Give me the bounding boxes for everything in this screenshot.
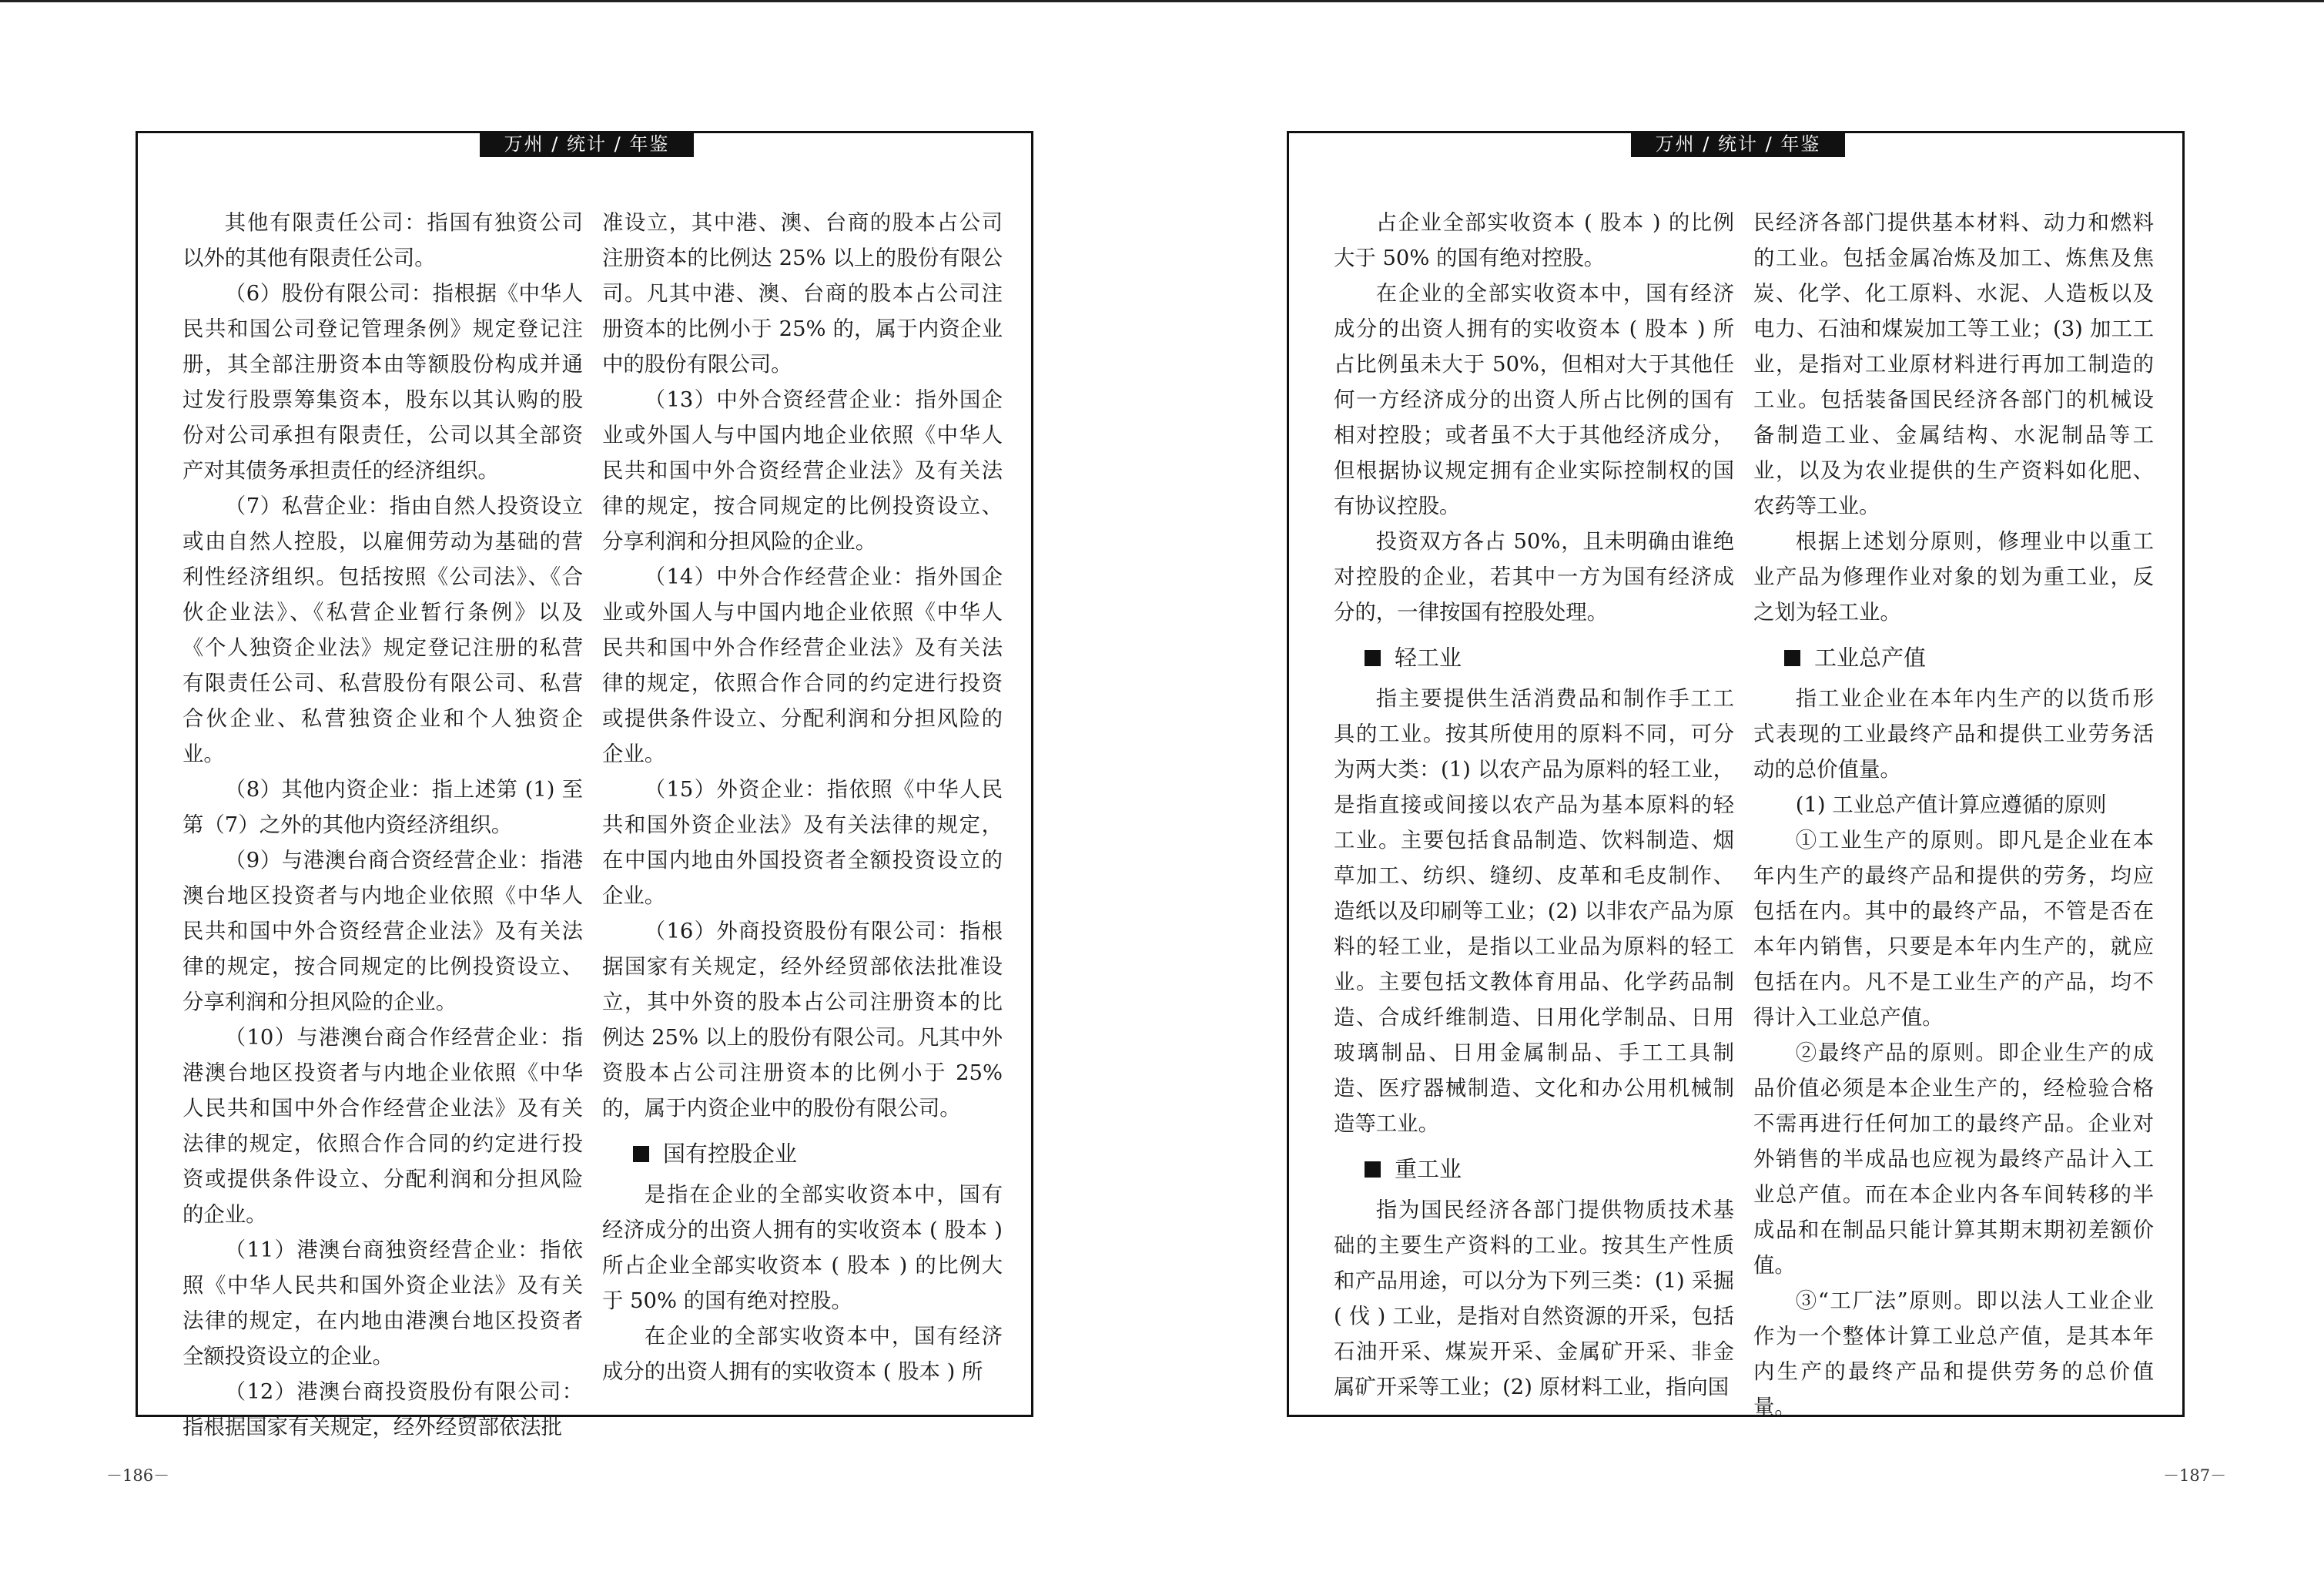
paragraph: 投资双方各占 50%，且未明确由谁绝对控股的企业，若其中一方为国有经济成分的，一律按国有控股处理。: [1334, 530, 1734, 625]
running-header: 万州 / 统计 / 年鉴: [1631, 131, 1845, 157]
paragraph: 民经济各部门提供基本材料、动力和燃料的工业。包括金属冶炼及加工、炼焦及焦炭、化学、化工原料、水泥、人造板以及电力、石油和煤炭加工等工业；(3) 加工工业，是指对工业原材料进行再加工制造的工业。包括装备国民经济各部门的机械设备制造工业、金属结构、水泥制品等工业，以及为农业提供的生产资料如化肥、农药等工业。: [1753, 211, 2154, 518]
paragraph: (1) 工业总产值计算应遵循的原则: [1795, 793, 2107, 817]
section-heading: [602, 1134, 1003, 1173]
running-header: 万州 / 统计 / 年鉴: [480, 131, 694, 157]
section-heading: [1334, 1150, 1734, 1188]
left-page-frame: [136, 131, 1033, 1439]
paragraph: （7）私营企业：指由自然人投资设立或由自然人控股，以雇佣劳动为基础的营利性经济组织。包括按照《公司法》、《合伙企业法》、《私营企业暂行条例》以及《个人独资企业法》规定登记注册的私营有限责任公司、私营股份有限公司、私营合伙企业、私营独资企业和个人独资企业。: [183, 494, 583, 766]
section-heading-text: 重工业: [1395, 1156, 1462, 1182]
paragraph: （10）与港澳台商合作经营企业：指港澳台地区投资者与内地企业依照《中华人民共和国中外合作经营企业法》及有关法律的规定，依照合作合同的约定进行投资或提供条件设立、分配利润和分担风险的企业。: [183, 1026, 583, 1227]
right-page: [1162, 0, 2324, 1588]
paragraph: （15）外资企业：指依照《中华人民共和国外资企业法》及有关法律的规定，在中国内地由外国投资者全额投资设立的企业。: [602, 778, 1003, 908]
section-heading-text: 工业总产值: [1814, 645, 1927, 671]
paragraph: 是指在企业的全部实收资本中，国有经济成分的出资人拥有的实收资本 ( 股本 ) 所占企业全部实收资本 ( 股本 ) 的比例大于 50% 的国有绝对控股。: [602, 1183, 1003, 1313]
paragraph: （6）股份有限公司：指根据《中华人民共和国公司登记管理条例》规定登记注册，其全部注册资本由等额股份构成并通过发行股票筹集资本，股东以其认购的股份对公司承担有限责任，公司以其全部资产对其债务承担责任的经济组织。: [183, 282, 583, 483]
paragraph: （16）外商投资股份有限公司：指根据国家有关规定，经外经贸部依法批准设立，其中外资的股本占公司注册资本的比例达 25% 以上的股份有限公司。凡其中外资股本占公司注册资本的比例小于 25%的，属于内资企业中的股份有限公司。: [602, 920, 1003, 1121]
paragraph: 指主要提供生活消费品和制作手工工具的工业。按其所使用的原料不同，可分为两大类：(1) 以农产品为原料的轻工业，是指直接或间接以农产品为基本原料的轻工业。主要包括食品制造、饮料制造、烟草加工、纺织、缝纫、皮革和毛皮制作、造纸以及印刷等工业；(2) 以非农产品为原料的轻工业，是指以工业品为原料的轻工业。主要包括文教体育用品、化学药品制造、合成纤维制造、日用化学制品、日用玻璃制品、日用金属制品、手工工具制造、医疗器械制造、文化和办公用机械制造等工业。: [1334, 687, 1734, 1136]
right-page-frame: [1287, 131, 2185, 1417]
section-heading: [1753, 638, 2154, 677]
square-bullet-icon: [1365, 650, 1381, 666]
paragraph: 指工业企业在本年内生产的以货币形式表现的工业最终产品和提供工业劳务活动的总价值量。: [1753, 687, 2154, 782]
page-number: －187－: [2163, 1466, 2227, 1485]
paragraph: （8）其他内资企业：指上述第 (1) 至第（7）之外的其他内资经济组织。: [183, 778, 583, 837]
right-column-2: [1753, 206, 2154, 1426]
paragraph: 在企业的全部实收资本中，国有经济成分的出资人拥有的实收资本 ( 股本 ) 所占比例虽未大于 50%，但相对大于其他任何一方经济成分的出资人所占比例的国有相对控股；或者虽不大于其他经济成分，但根据协议规定拥有企业实际控制权的国有协议控股。: [1334, 282, 1734, 518]
paragraph: 在企业的全部实收资本中，国有经济成分的出资人拥有的实收资本 ( 股本 ) 所: [602, 1325, 1003, 1384]
left-column-1: [183, 206, 583, 1446]
paragraph: 指为国民经济各部门提供物质技术基础的主要生产资料的工业。按其生产性质和产品用途，可以分为下列三类：(1) 采掘 ( 伐 ) 工业，是指对自然资源的开采，包括石油开采、煤炭开采、金属矿开采、非金属矿开采等工业；(2) 原材料工业，指向国: [1334, 1198, 1734, 1399]
paragraph: ②最终产品的原则。即企业生产的成品价值必须是本企业生产的，经检验合格不需再进行任何加工的最终产品。企业对外销售的半成品也应视为最终产品计入工业总产值。而在本企业内各车间转移的半成品和在制品只能计算其期末期初差额价值。: [1753, 1041, 2154, 1278]
paragraph: （12）港澳台商投资股份有限公司：指根据国家有关规定，经外经贸部依法批: [183, 1380, 583, 1439]
paragraph: 占企业全部实收资本 ( 股本 ) 的比例大于 50% 的国有绝对控股。: [1334, 211, 1734, 270]
paragraph: （9）与港澳台商合资经营企业：指港澳台地区投资者与内地企业依照《中华人民共和国中外合资经营企业法》及有关法律的规定，按合同规定的比例投资设立、分享利润和分担风险的企业。: [183, 849, 583, 1014]
left-column-2: [602, 206, 1003, 1390]
paragraph: ①工业生产的原则。即凡是企业在本年内生产的最终产品和提供的劳务，均应包括在内。其中的最终产品，不管是否在本年内销售，只要是本年内生产的，就应包括在内。凡不是工业生产的产品，均不得计入工业总产值。: [1753, 829, 2154, 1030]
section-heading-text: 国有控股企业: [663, 1141, 798, 1167]
paragraph: 其他有限责任公司：指国有独资公司以外的其他有限责任公司。: [183, 211, 583, 270]
page-number: －186－: [106, 1466, 170, 1485]
square-bullet-icon: [633, 1146, 649, 1162]
section-heading: [1334, 638, 1734, 677]
right-column-1: [1334, 206, 1734, 1405]
section-heading-text: 轻工业: [1395, 645, 1462, 671]
paragraph: （14）中外合作经营企业：指外国企业或外国人与中国内地企业依照《中华人民共和国中外合作经营企业法》及有关法律的规定，依照合作合同的约定进行投资或提供条件设立、分配利润和分担风险的企业。: [602, 565, 1003, 766]
paragraph: （11）港澳台商独资经营企业：指依照《中华人民共和国外资企业法》及有关法律的规定，在内地由港澳台地区投资者全额投资设立的企业。: [183, 1238, 583, 1369]
paragraph: （13）中外合资经营企业：指外国企业或外国人与中国内地企业依照《中华人民共和国中外合资经营企业法》及有关法律的规定，按合同规定的比例投资设立、分享利润和分担风险的企业。: [602, 388, 1003, 554]
square-bullet-icon: [1784, 650, 1800, 666]
paragraph: 根据上述划分原则，修理业中以重工业产品为修理作业对象的划为重工业，反之划为轻工业。: [1753, 530, 2154, 625]
square-bullet-icon: [1365, 1161, 1381, 1178]
paragraph: ③“工厂法”原则。即以法人工业企业作为一个整体计算工业总产值，是其本年内生产的最终产品和提供劳务的总价值量。: [1753, 1289, 2154, 1419]
paragraph: 准设立，其中港、澳、台商的股本占公司注册资本的比例达 25% 以上的股份有限公司。凡其中港、澳、台商的股本占公司注册资本的比例小于 25% 的，属于内资企业中的股份有限公司。: [602, 211, 1003, 377]
